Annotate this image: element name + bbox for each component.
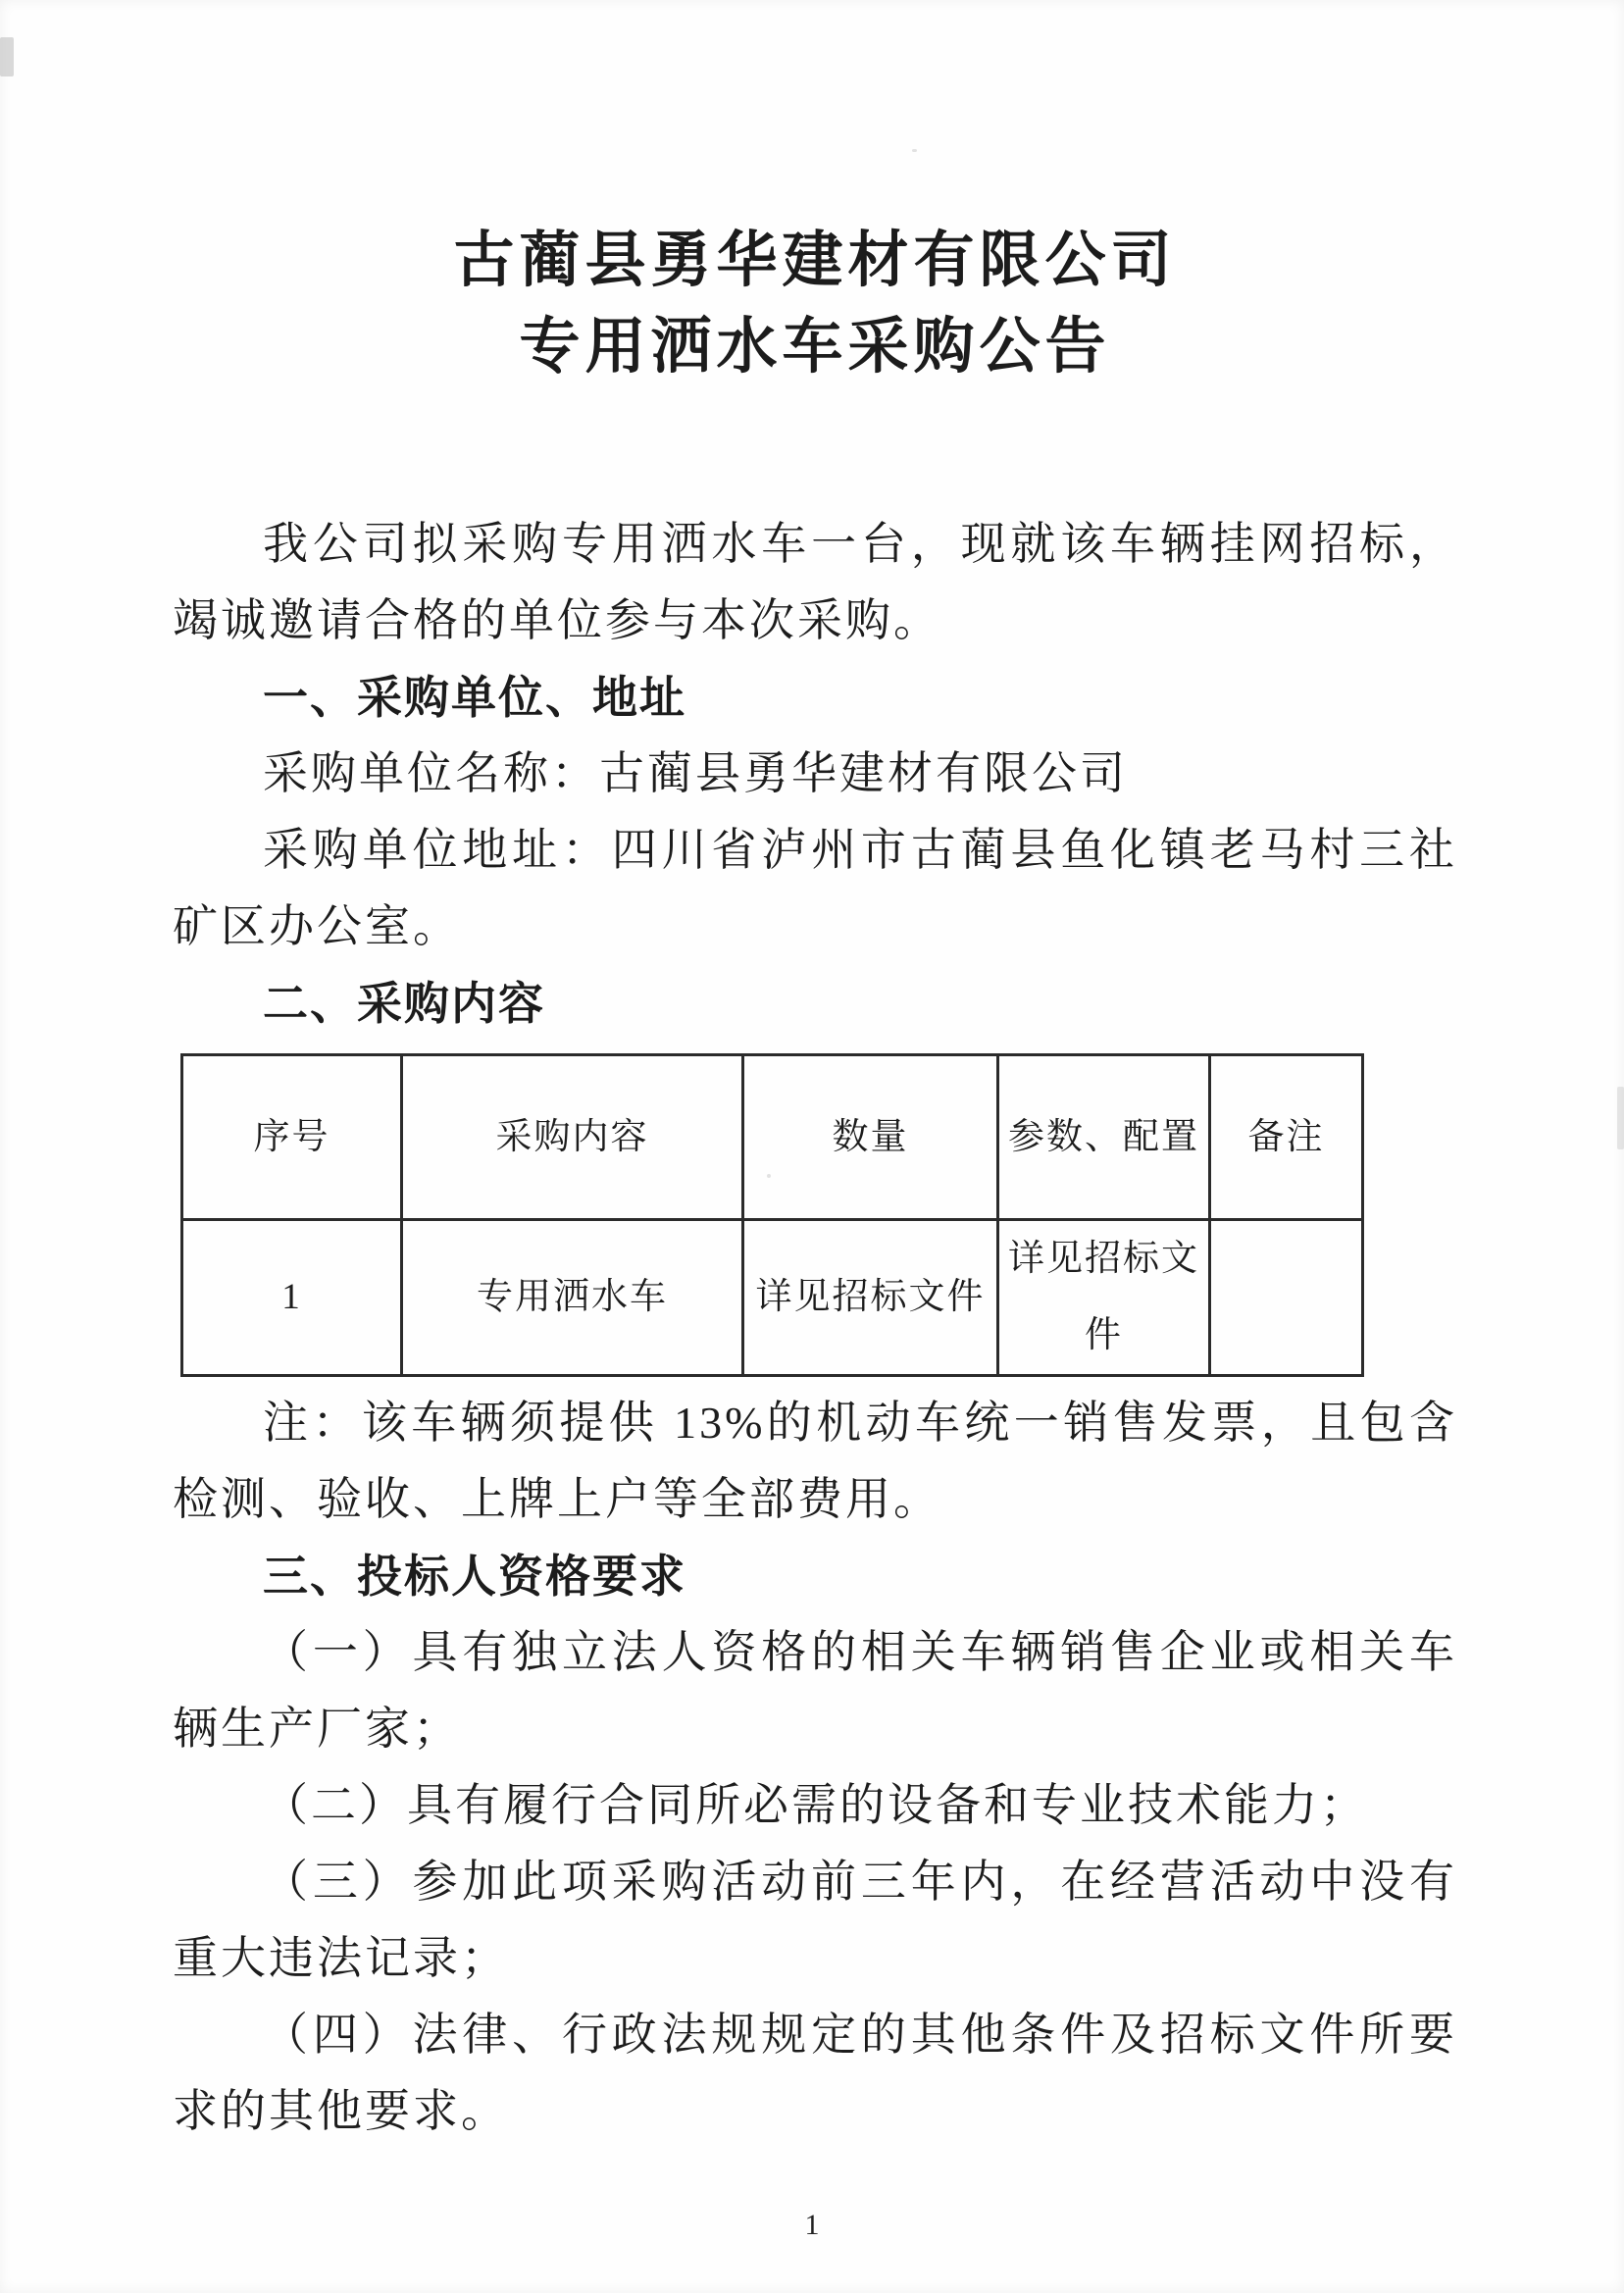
table-header-content: 采购内容 [402, 1055, 743, 1220]
cell-remark [1210, 1220, 1363, 1376]
cell-quantity: 详见招标文件 [743, 1220, 998, 1376]
qualification-item-3: （三）参加此项采购活动前三年内，在经营活动中没有重大违法记录； [173, 1857, 1457, 1983]
qualification-item-4: （四）法律、行政法规规定的其他条件及招标文件所要求的其他要求。 [173, 2010, 1457, 2136]
intro-paragraph: 我公司拟采购专用洒水车一台，现就该车辆挂网招标，竭诚邀请合格的单位参与本次采购。 [173, 519, 1457, 645]
procurement-content-table [180, 1053, 1364, 1377]
purchaser-address-line: 采购单位地址：四川省泸州市古蔺县鱼化镇老马村三社矿区办公室。 [173, 825, 1457, 951]
section1-heading: 一、采购单位、地址 [263, 672, 686, 723]
section3-heading: 三、投标人资格要求 [263, 1551, 686, 1602]
page-number: 1 [804, 2209, 820, 2241]
document-title-line2: 专用洒水车采购公告 [519, 314, 1111, 381]
table-header-spec: 参数、配置 [998, 1055, 1210, 1220]
qualification-item-1: （一）具有独立法人资格的相关车辆销售企业或相关车辆生产厂家； [173, 1627, 1457, 1754]
table-header-quantity: 数量 [743, 1055, 998, 1220]
table-header-row [182, 1055, 1363, 1220]
scan-artifact [1617, 1087, 1624, 1149]
table-header-remark: 备注 [1210, 1055, 1363, 1220]
scan-artifact [912, 149, 917, 152]
document-body [173, 506, 1457, 2150]
table-header-seq: 序号 [182, 1055, 402, 1220]
cell-content: 专用洒水车 [402, 1220, 743, 1376]
document-title-line1: 古蔺县勇华建材有限公司 [453, 228, 1177, 294]
cell-seq: 1 [182, 1220, 402, 1376]
table-row [182, 1220, 1363, 1376]
qualification-item-2: （二）具有履行合同所必需的设备和专业技术能力； [263, 1780, 1368, 1830]
cell-spec: 详见招标文件 [998, 1220, 1210, 1376]
scan-artifact [0, 37, 14, 76]
table-note: 注：该车辆须提供 13%的机动车统一销售发票，且包含检测、验收、上牌上户等全部费用。 [173, 1398, 1457, 1524]
section2-heading: 二、采购内容 [263, 978, 545, 1029]
document-title [173, 218, 1457, 390]
purchaser-name-line: 采购单位名称：古蔺县勇华建材有限公司 [263, 748, 1128, 798]
scan-artifact [767, 1174, 771, 1178]
